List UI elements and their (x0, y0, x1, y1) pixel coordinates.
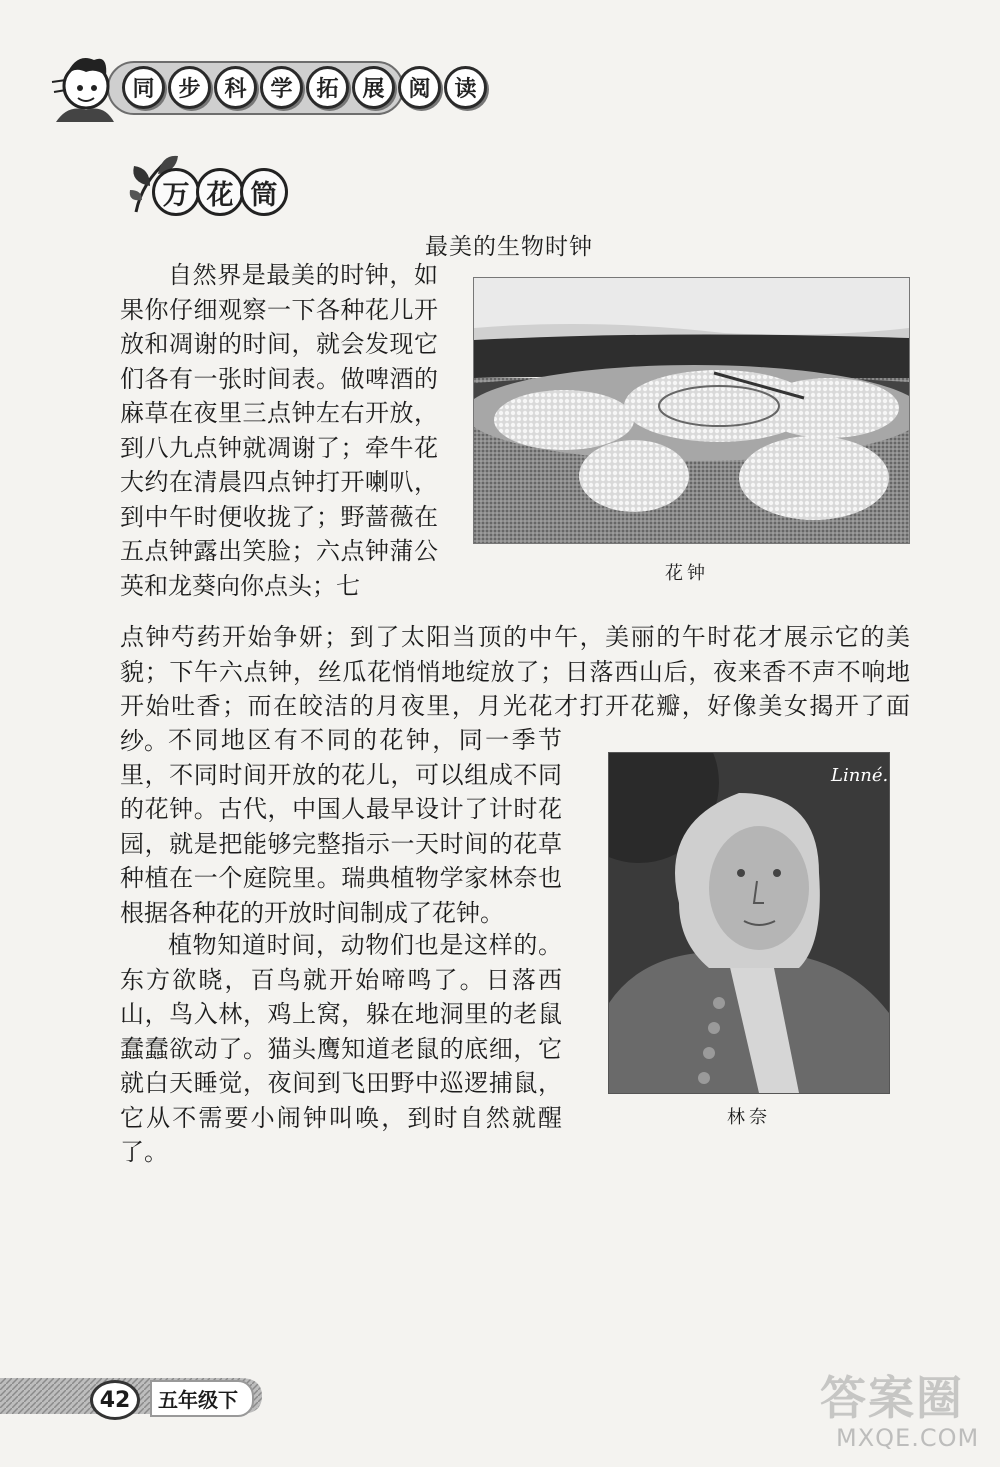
flower-clock-caption: 花钟 (665, 563, 709, 584)
section-char: 万 (152, 168, 200, 216)
series-title (122, 66, 487, 109)
section-char: 花 (196, 168, 244, 216)
article-title: 最美的生物时钟 (425, 234, 593, 260)
mascot-icon (52, 58, 114, 122)
series-char: 步 (168, 66, 211, 109)
portrait-signature: Linné. (831, 765, 889, 786)
linnaeus-portrait (608, 752, 890, 1094)
grade-label: 五年级下 (150, 1380, 254, 1417)
flower-clock-photo (473, 277, 910, 544)
paragraph-flower-clocks: 不同地区有不同的花钟，同一季节里，不同时间开放的花儿，可以组成不同的花钟。古代，中国人最早设计了计时花园，就是把能够完整指示一天时间的花草种植在一个庭院里。瑞典植物学家林奈也根据各种花的开放时间制成了花钟。 (120, 726, 562, 927)
series-char: 拓 (306, 66, 349, 109)
section-char: 筒 (240, 168, 288, 216)
series-char: 同 (122, 66, 165, 109)
series-char: 科 (214, 66, 257, 109)
linnaeus-caption: 林奈 (727, 1107, 771, 1128)
series-char: 读 (444, 66, 487, 109)
watermark-logo: 答案圈 (820, 1371, 964, 1425)
section-heading (152, 168, 284, 216)
paragraph-animals: 植物知道时间，动物们也是这样的。东方欲晓，百鸟就开始啼鸣了。日落西山，鸟入林，鸡上窝，躲在地洞里的老鼠蠢蠢欲动了。猫头鹰知道老鼠的底细，它就白天睡觉，夜间到飞田野中巡逻捕鼠，它从不需要小闹钟叫唤，到时自然就醒了。 (120, 931, 562, 1166)
watermark-url: MXQE.COM (836, 1424, 980, 1452)
series-char: 阅 (398, 66, 441, 109)
series-char: 学 (260, 66, 303, 109)
intro-paragraph-continued: 点钟芍药开始争妍；到了太阳当顶的中午，美丽的午时花才展示它的美貌；下午六点钟，丝瓜花悄悄地绽放了；日落西山后，夜来香不声不响地开始吐香；而在皎洁的月夜里，月光花才打开花瓣，好像美女揭开了面纱。 (120, 623, 910, 755)
series-char: 展 (352, 66, 395, 109)
intro-paragraph: 自然界是最美的时钟，如果你仔细观察一下各种花儿开放和凋谢的时间，就会发现它们各有一张时间表。做啤酒的麻草在夜里三点钟左右开放，到八九点钟就凋谢了；牵牛花大约在清晨四点钟打开喇叭，到中午时便收拢了；野蔷薇在五点钟露出笑脸；六点钟蒲公英和龙葵向你点头；七 (120, 261, 438, 600)
page-number: 42 (90, 1380, 140, 1420)
